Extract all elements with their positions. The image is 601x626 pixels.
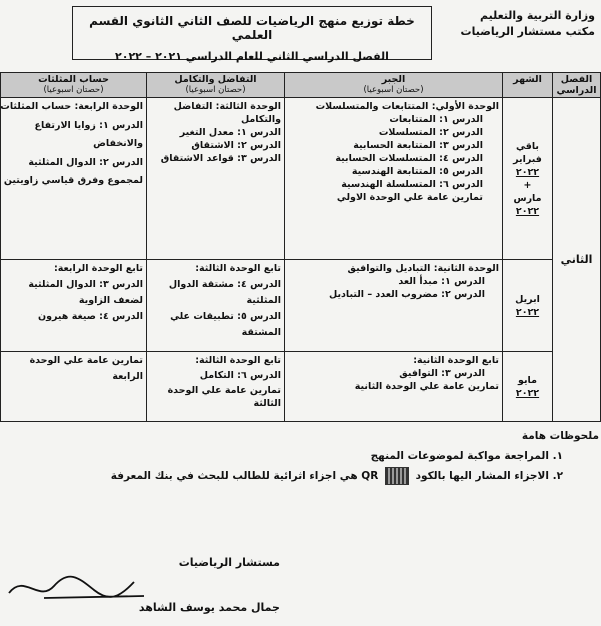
lesson-line: تمارين عامة علي الوحدة [167,385,281,396]
month-cell [503,260,553,352]
lesson-line: الدرس ٤: صيغة هيرون [38,311,143,322]
month-line: باقي [516,140,539,152]
header-calculus [147,73,285,98]
table-header-row [1,73,601,98]
month-cell [503,98,553,260]
unit-title: الوحدة الثانية: التباديل والتوافيق [347,263,499,274]
lesson-line: الرابعة [112,371,143,382]
month-line: فبراير [513,153,542,165]
algebra-cell [285,98,503,260]
month-line: مارس [513,192,542,204]
lesson-line: الدرس ٣: التوافيق [399,368,485,379]
lesson-line: الثالثة [253,398,281,409]
calculus-cell [147,260,285,352]
ministry-name: وزارة التربية والتعليم [480,9,595,22]
lesson-line: الدرس ٣: الدوال المثلثية [28,279,143,290]
month-year: ٢٠٢٢ [515,387,540,399]
lesson-line: الدرس ١: زوايا الارتفاع [34,120,143,131]
page-subtitle: الفصل الدراسي الثاني للعام الدراسي ٢٠٢١ – ٢٠٢٢ [115,50,389,63]
title-box [72,6,432,63]
handwritten-signature-icon [4,568,154,608]
lesson-line: الدرس ١: المتتابعات [389,114,483,125]
signature-role: مستشار الرياضيات [178,556,280,569]
month-year: ٢٠٢٢ [515,205,540,217]
page-title: خطة توزيع منهج الرياضيات للصف الثاني الثانوي القسم العلمي [89,14,415,42]
lesson-line: الدرس ٤: المتسلسلات الحسابية [335,153,483,164]
lesson-line: الدرس ٥: المتتابعة الهندسية [351,166,483,177]
lesson-line: المثلثية [246,295,281,306]
note-item-2 [33,466,563,486]
lesson-line: والانخفاض [93,138,143,149]
calculus-cell [147,352,285,422]
lesson-line: لمجموع وفرق قياسي زاويتين [3,175,143,186]
lesson-line: المشتقة [241,327,281,338]
unit-title: الوحدة الرابعة: حساب المثلثات [0,101,143,112]
term-cell: الثاني [553,98,601,422]
unit-title: تابع الوحدة الرابعة: [53,263,143,274]
lesson-line: الدرس ٢: مضروب العدد – التباديل [328,289,485,300]
lesson-line: الدرس ٢: الاشتقاق [191,140,281,151]
notes-block [33,426,599,486]
header-algebra [285,73,503,98]
unit-title: تابع الوحدة الثانية: [413,355,499,366]
lesson-line: الدرس ٤: مشتقة الدوال [168,279,281,290]
header-algebra-label: الجبر [381,74,406,85]
trig-cell [1,352,147,422]
note-item-2-end: هي اجزاء اثرائية للطالب للبحث في بنك المعرفة [110,470,358,482]
lesson-line: الدرس ٢: المتسلسلات [378,127,483,138]
trig-cell [1,98,147,260]
lesson-line: تمارين عامة علي الوحدة [29,355,143,366]
lesson-line: الدرس ١: مبدأ العد [398,276,485,287]
table-row [1,98,601,260]
note-item-1: ١. المراجعة مواكبة لموضوعات المنهج [370,450,563,462]
header-trig-sub: (حصتان اسبوعيا) [43,85,104,95]
unit-title: الوحدة الثالثة: التفاضل [173,101,281,112]
calculus-cell [147,98,285,260]
lesson-line: الدرس ٦: المتسلسلة الهندسية [341,179,483,190]
unit-title: تابع الوحدة الثالثة: [195,263,281,274]
lesson-line: الدرس ٥: تطبيقات علي [170,311,281,322]
qr-code-icon [385,467,409,485]
header-algebra-sub: (حصتان اسبوعيا) [363,85,424,95]
lesson-line: الدرس ٦: التكامل [199,370,281,381]
office-name: مكتب مستشار الرياضيات [460,25,595,38]
lesson-line: الدرس ٣: المتتابعة الحسابية [353,140,483,151]
note-item-2-start: ٢. الاجزاء المشار اليها بالكود [415,470,563,482]
header-trig [1,73,147,98]
month-cell [503,352,553,422]
unit-title: الوحدة الأولي: المتتابعات والمتسلسلات [315,101,499,112]
table-row [1,260,601,352]
note-item-2-code: QR [361,470,379,482]
notes-heading: ملحوظات هامة [521,430,599,442]
lesson-line: الدرس ١: معدل التغير [179,127,281,138]
month-line: ابريل [515,293,540,305]
month-year: ٢٠٢٢ [515,306,540,318]
lesson-line: لضعف الزاوية [78,295,143,306]
month-line: مايو [518,374,537,386]
algebra-cell [285,352,503,422]
header-calculus-label: التفاضل والتكامل [174,74,257,85]
month-plus: + [523,179,532,191]
table-row [1,352,601,422]
algebra-cell [285,260,503,352]
trig-cell [1,260,147,352]
lesson-line: الدرس ٢: الدوال المثلثية [28,157,143,168]
lesson-line: تمارين عامة علي الوحدة الاولي [336,192,483,203]
header-calculus-sub: (حصتان اسبوعيا) [185,85,246,95]
lesson-line: تمارين عامة علي الوحدة الثانية [354,381,499,392]
signature-name: جمال محمد يوسف الشاهد [138,601,280,614]
curriculum-table [0,72,601,422]
header-month: الشهر [503,73,553,98]
lesson-line: الدرس ٣: قواعد الاشتقاق [160,153,281,164]
header-ministry-block [425,8,595,40]
unit-title-cont: والتكامل [240,114,281,125]
unit-title: تابع الوحدة الثالثة: [195,355,281,366]
month-year: ٢٠٢٢ [515,166,540,178]
header-term: الفصل الدراسي [553,73,601,98]
header-trig-label: حساب المثلثات [38,74,109,85]
